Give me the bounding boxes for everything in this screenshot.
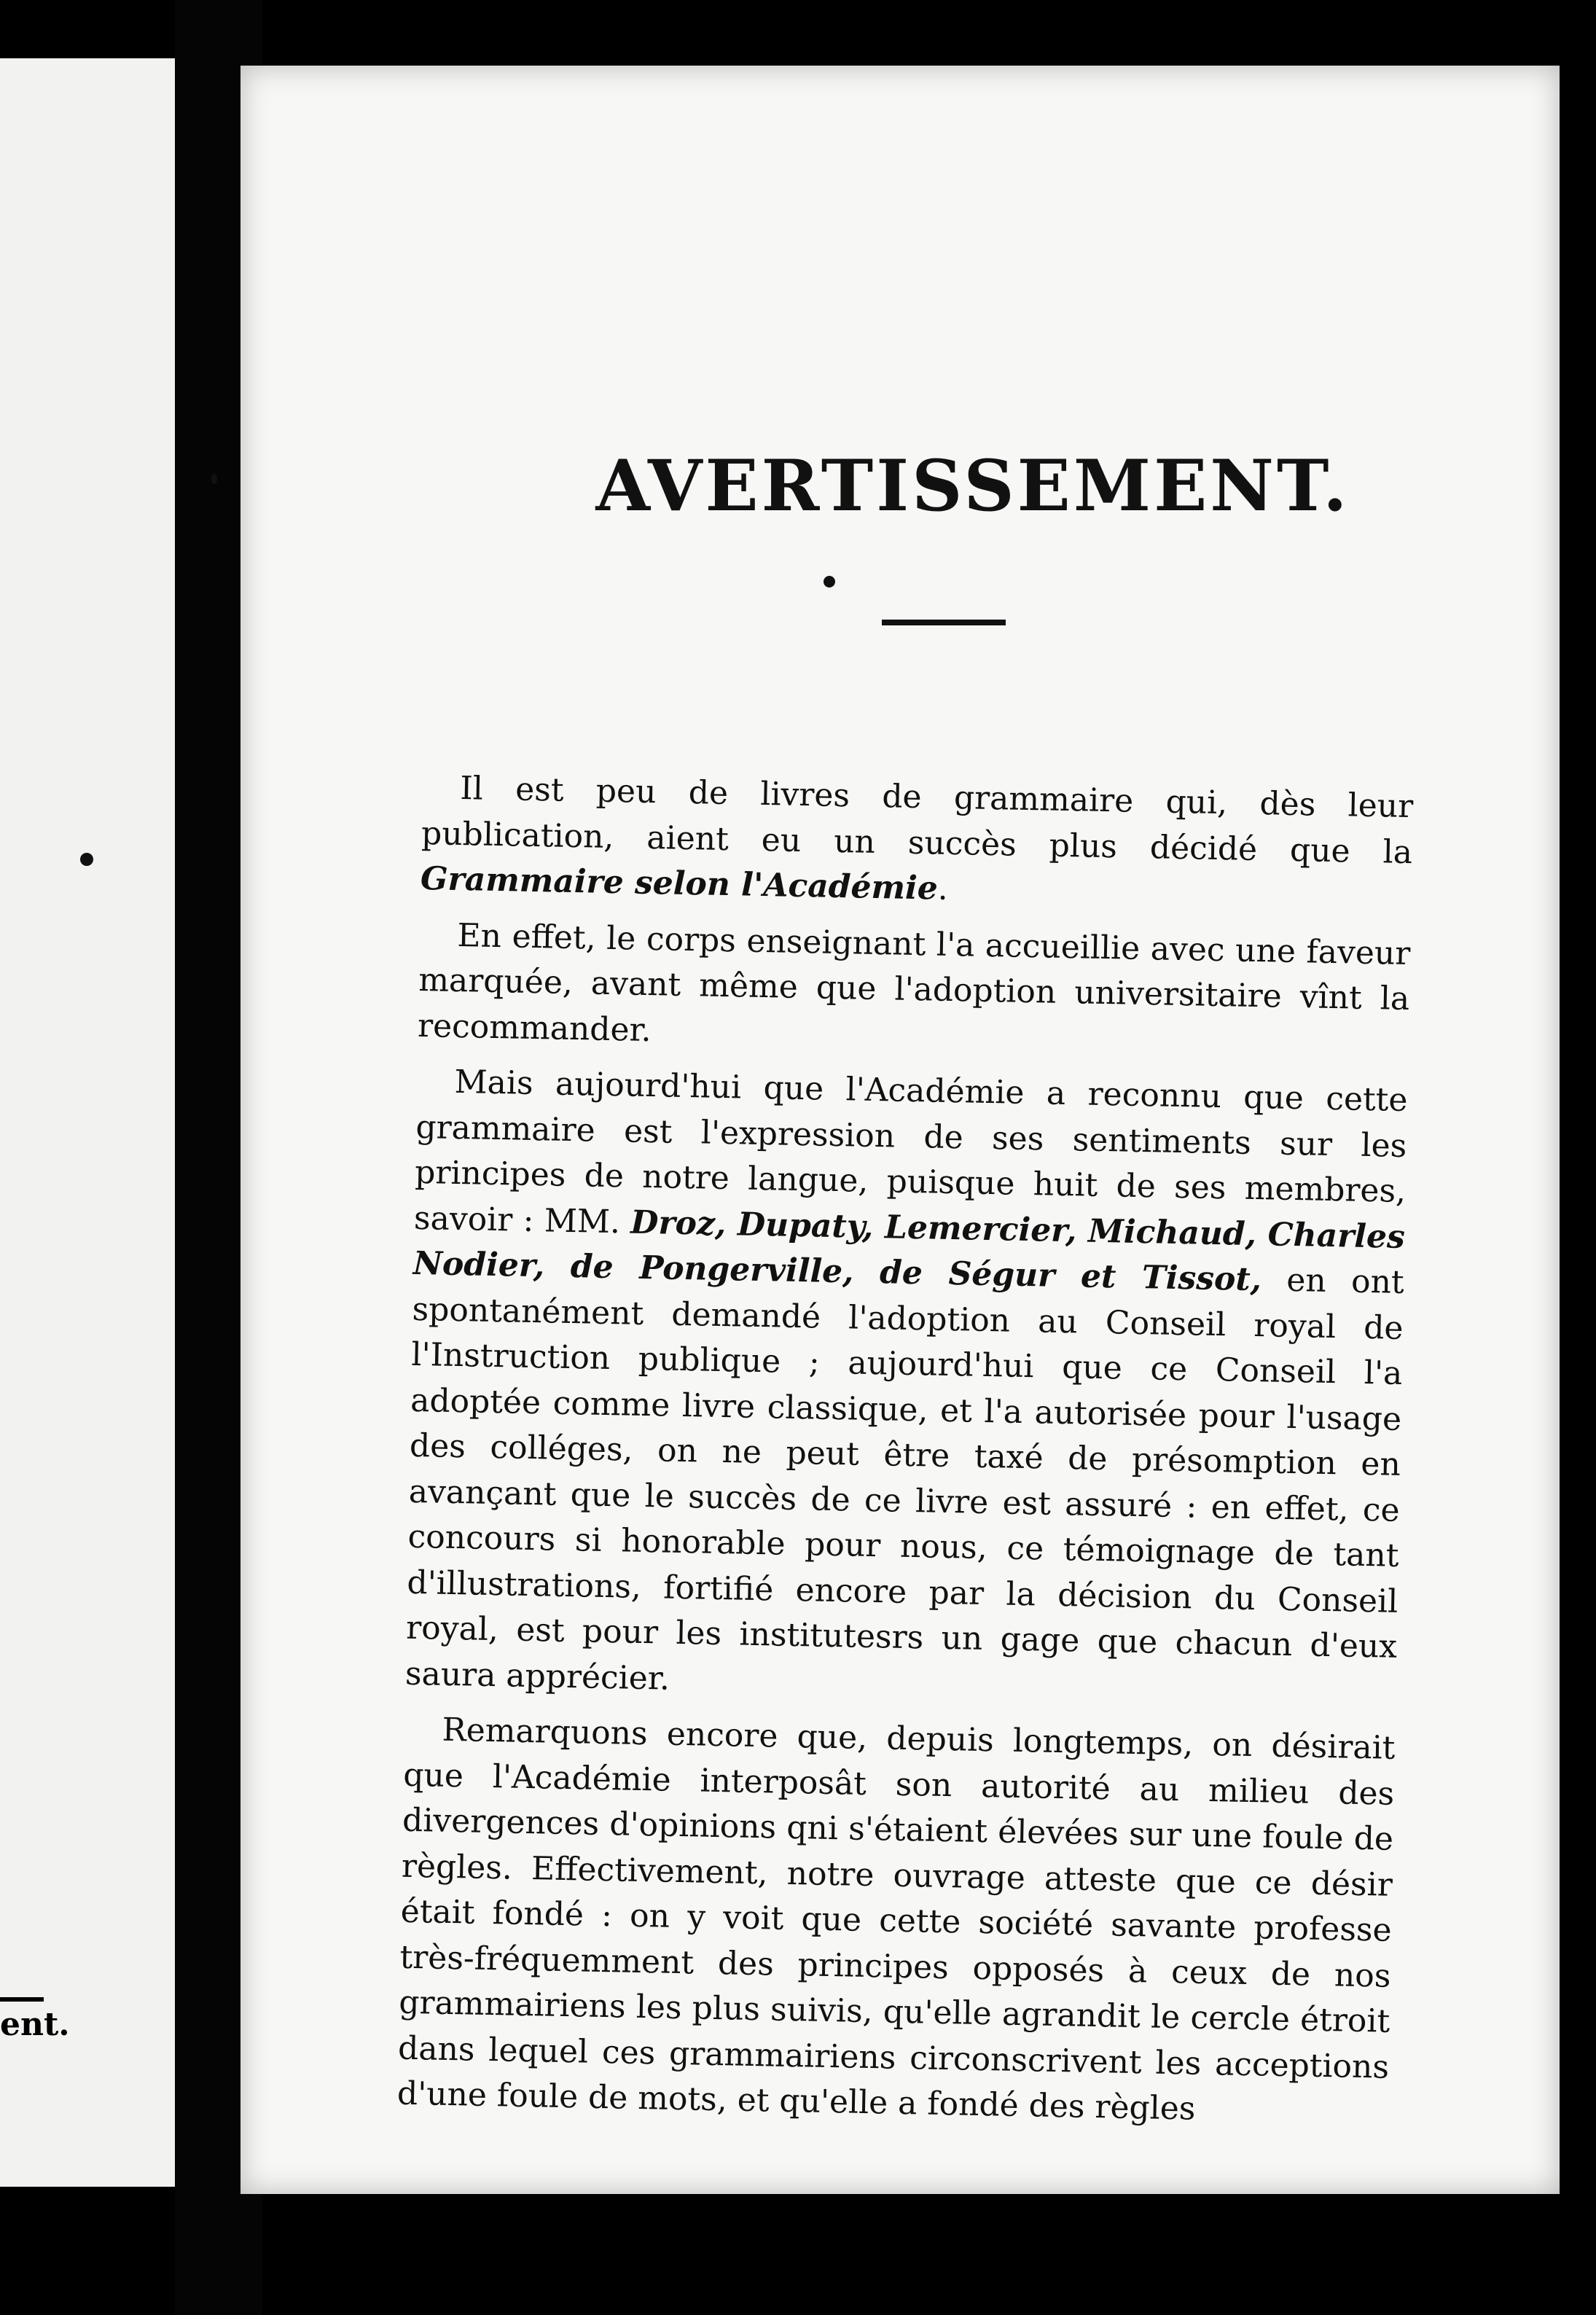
left-page-edge-text: ent.: [0, 2006, 70, 2043]
paragraph-2: En effet, le corps enseignant l'a accueillie avec une faveur marquée, avant même que l'adoption universitaire vînt la recommander.: [417, 916, 1411, 1049]
left-page-rule: [0, 1997, 44, 2002]
ornament-dot: [824, 576, 835, 587]
paragraph-1-end: .: [937, 870, 949, 907]
paragraph-4: Remarquons encore que, depuis longtemps, on désirait que l'Académie interposât son autorité au milieu des divergences d'opinions qni s'étaient élevées sur une foule de règles. Effectivement, notre ouvrage atteste que ce désir était fondé : on y voit que cette société savante professe très-fréquemment des principes opposés à ceux de nos grammairiens les plus suivis, qu'elle agrandit le cercle étroit dans lequel ces grammairiens circonscrivent les acceptions d'une foule de mots, et qu'elle a fondé des règles: [396, 1711, 1396, 2128]
paragraph-3-names: Droz, Dupaty, Lemercier, Michaud, Charles Nodier, de Pongerville, de Ségur et Tissot,: [412, 1203, 1406, 1299]
paragraph-3: [404, 1059, 1408, 1716]
book-page: [240, 66, 1560, 2194]
title-rule: [882, 620, 1006, 625]
scan-speck: [80, 853, 93, 866]
page-title: AVERTISSEMENT.: [595, 445, 1350, 527]
paragraph-3-rest: en ont spontanément demandé l'adoption au Conseil royal de l'Instruction publique ; aujourd'hui que ce Conseil l'a adoptée comme livre classique, et l'a autorisée pour l'usage des colléges, on ne peut être taxé de présomption en avançant que le succès de ce livre est assuré : en effet, ce concours si honorable pour nous, ce témoignage de tant d'illustrations, fortifié encore par la décision du Conseil royal, est pour les institutesrs un gage que chacun d'eux saura apprécier.: [404, 1261, 1405, 1698]
paragraph-1-text: Il est peu de livres de grammaire qui, dès leur publication, aient eu un succès plus décidé que la: [420, 769, 1414, 871]
paragraph-1-italic: Grammaire selon l'Académie: [420, 859, 939, 907]
scan-speck: [211, 474, 217, 484]
paragraph-1: [420, 765, 1413, 921]
left-facing-page-fragment: [0, 58, 179, 2187]
paragraph-3-text: Mais aujourd'hui que l'Académie a reconnu que cette grammaire est l'expression de ses sentiments sur les principes de notre langue, puisque huit de ses membres, savoir : MM.: [413, 1063, 1408, 1241]
page-body: [396, 765, 1414, 2146]
